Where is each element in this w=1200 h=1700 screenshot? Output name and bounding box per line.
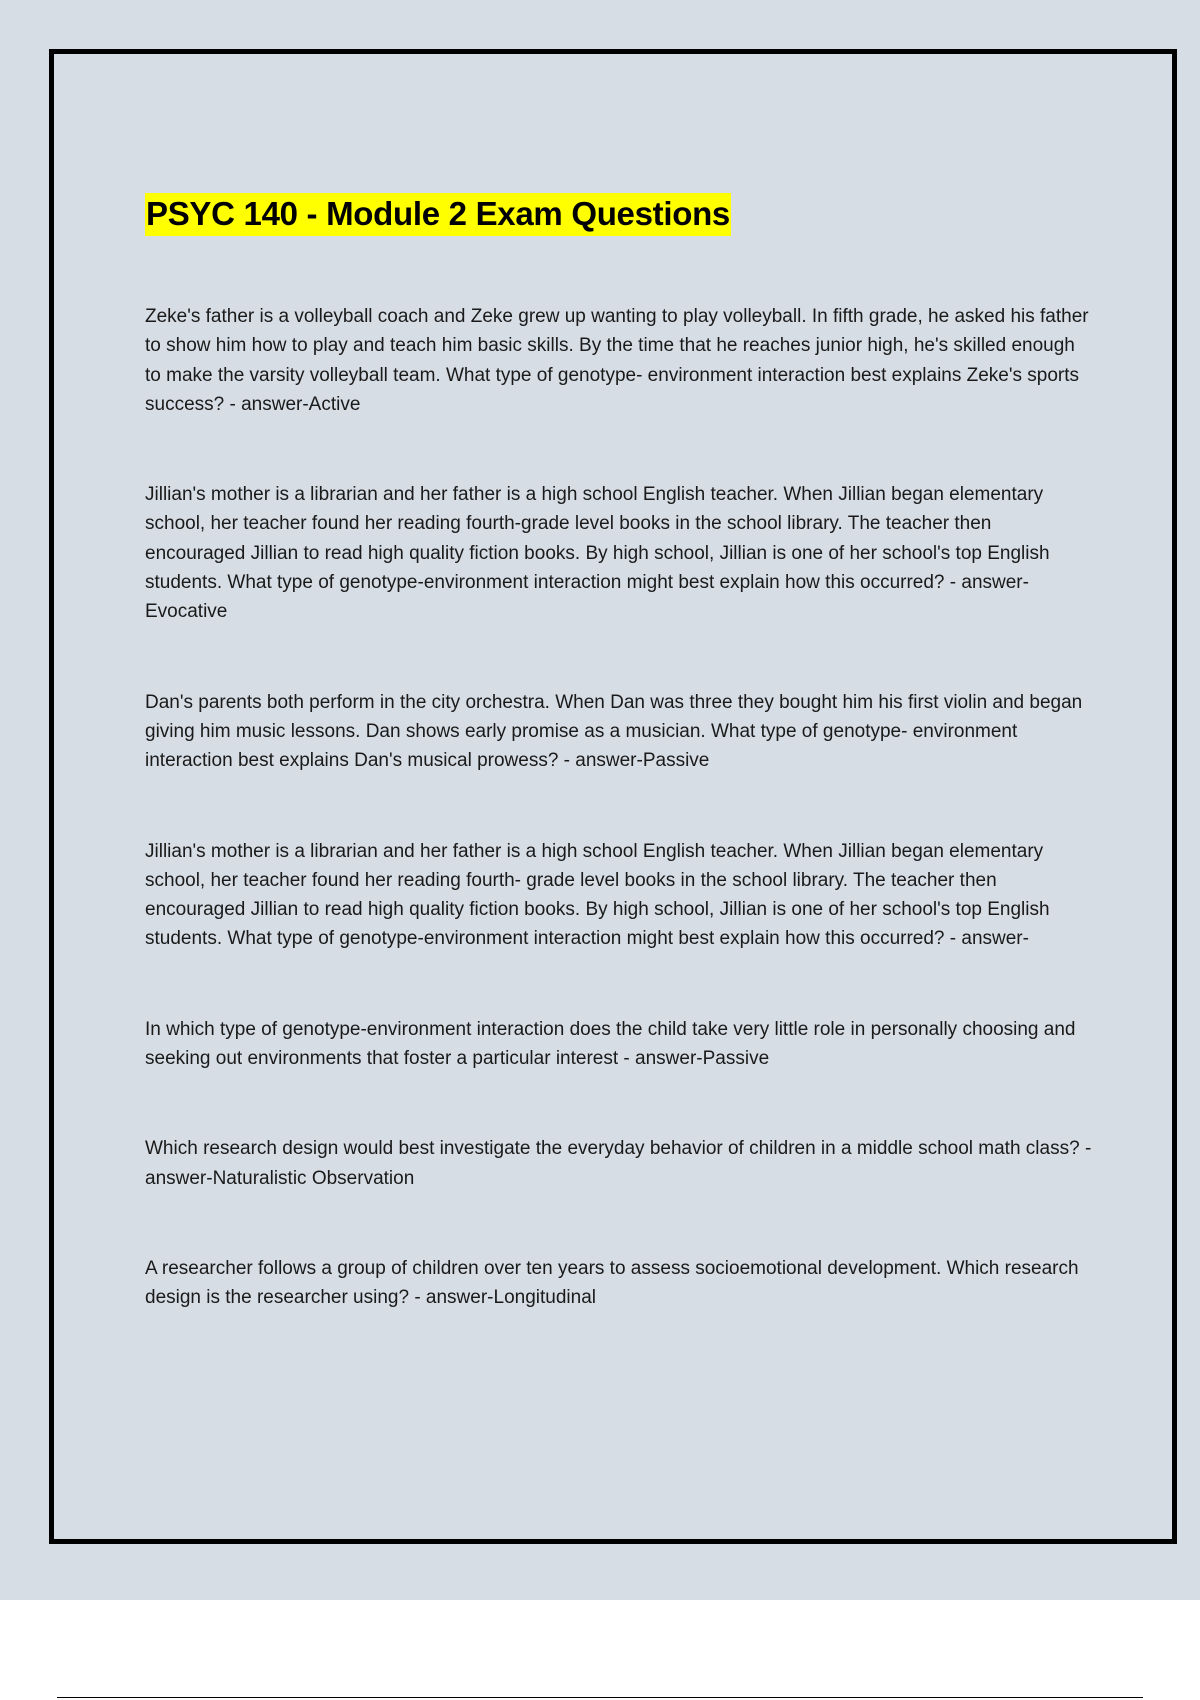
- question-item: [145, 837, 1095, 954]
- question-text: Zeke's father is a volleyball coach and Zeke grew up wanting to play volleyball. In fifth grade, he asked his father to show him how to play and teach him basic skills. By the time that he reaches junior high, he's skilled enough to make the varsity volleyball team. What type of genotype- environment interaction best explains Zeke's sports success? - answer-: [145, 306, 1089, 415]
- page-title: [145, 190, 731, 238]
- answer-text: Active: [308, 393, 361, 415]
- question-item: [145, 1134, 1095, 1193]
- question-list: [145, 302, 1095, 1374]
- question-text: A researcher follows a group of children over ten years to assess socioemotional development. Which research design is the researcher using? - answer-: [145, 1257, 1079, 1309]
- footer-divider: [57, 1697, 1143, 1698]
- question-item: [145, 480, 1095, 626]
- question-text: Jillian's mother is a librarian and her father is a high school English teacher. When Jillian began elementary school, her teacher found her reading fourth- grade level books in the school library. The teacher then encouraged Jillian to read high quality fiction books. By high school, Jillian is one of her school's top English students. What type of genotype-environment interaction might best explain how this occurred? - answer-: [145, 840, 1050, 950]
- question-item: [145, 1015, 1095, 1074]
- answer-text: Naturalistic Observation: [212, 1167, 415, 1189]
- question-item: [145, 688, 1095, 776]
- question-text: Jillian's mother is a librarian and her father is a high school English teacher. When Jillian began elementary school, her teacher found her reading fourth-grade level books in the school library. The teacher then encouraged Jillian to read high quality fiction books. By high school, Jillian is one of her school's top English students. What type of genotype-environment interaction might best explain how this occurred? - answer-: [145, 484, 1050, 594]
- answer-text: Passive: [702, 1048, 770, 1070]
- question-text: In which type of genotype-environment interaction does the child take very little role in personally choosing and seeking out environments that foster a particular interest - answer-: [145, 1018, 1076, 1070]
- question-text: Which research design would best investigate the everyday behavior of children in a middle school math class? - answer-: [145, 1138, 1092, 1189]
- question-text: Dan's parents both perform in the city orchestra. When Dan was three they bought him his first violin and began giving him music lessons. Dan shows early promise as a musician. What type of genotype- environment interaction best explains Dan's musical prowess? - answer-: [145, 691, 1083, 772]
- question-item: [145, 1254, 1095, 1313]
- answer-text: Passive: [642, 750, 710, 772]
- question-item: [145, 302, 1095, 419]
- answer-text: Evocative: [145, 601, 228, 623]
- answer-text: Longitudinal: [493, 1287, 596, 1309]
- page-title-text: PSYC 140 - Module 2 Exam Questions: [145, 193, 731, 236]
